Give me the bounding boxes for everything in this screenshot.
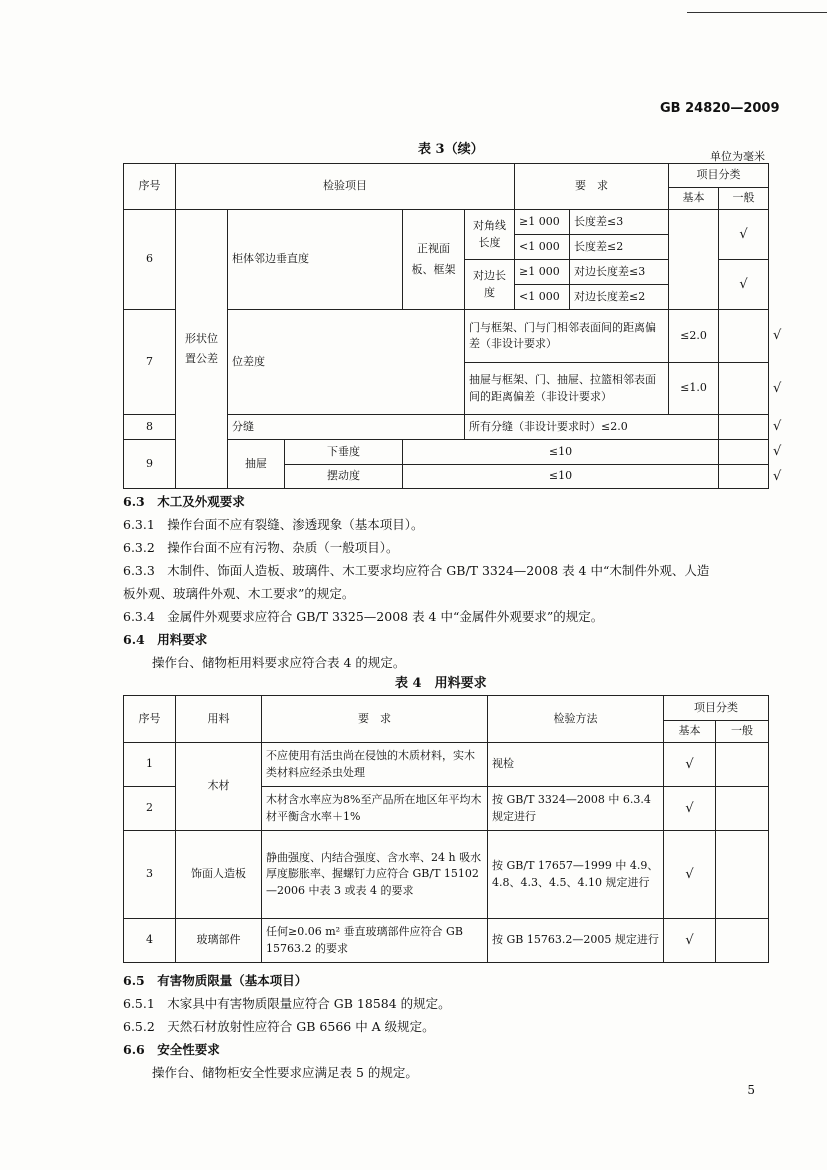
t4-th-no: 序号 (124, 696, 176, 743)
th-general: 一般 (719, 188, 769, 210)
t4-row2-req: 木材含水率应为8%至产品所在地区年平均木材平衡含水率＋1% (262, 787, 488, 831)
section-6-6-title: 6.6 安全性要求 (123, 1042, 220, 1057)
th-no: 序号 (124, 164, 176, 210)
para-6-3-2: 6.3.2 操作台面不应有污物、杂质（一般项目）。 (123, 540, 399, 555)
para-6-3-1: 6.3.1 操作台面不应有裂缝、渗透现象（基本项目）。 (123, 517, 424, 532)
para-6-6: 操作台、储物柜安全性要求应满足表 5 的规定。 (152, 1065, 418, 1080)
t4-row4-method: 按 GB 15763.2—2005 规定进行 (488, 919, 664, 963)
t4-row2-no: 2 (124, 787, 176, 831)
row6-basic (669, 210, 719, 310)
t4-row3-mat: 饰面人造板 (176, 831, 262, 919)
group-label: 形状位置公差 (176, 210, 228, 489)
t4-row4-req: 任何≥0.06 m² 垂直玻璃部件应符合 GB 15763.2 的要求 (262, 919, 488, 963)
t4-wood: 木材 (176, 743, 262, 831)
t4-th-req: 要 求 (262, 696, 488, 743)
row6-name: 柜体邻边垂直度 (228, 210, 403, 310)
row6-side-a: ≥1 000 (515, 260, 570, 285)
row7-no: 7 (124, 310, 176, 415)
para-6-4: 操作台、储物柜用料要求应符合表 4 的规定。 (152, 655, 406, 670)
row6-check-2: √ (719, 260, 769, 310)
t4-row3-req: 静曲强度、内结合强度、含水率、24 h 吸水厚度膨胀率、握螺钉力应符合 GB/T 15102—2006 中表 3 或表 4 的要求 (262, 831, 488, 919)
t4-th-general: 一般 (716, 721, 769, 743)
top-rule (687, 12, 827, 13)
t4-row4-check: √ (664, 919, 716, 963)
row6-part: 正视面板、框架 (403, 210, 465, 310)
table4-caption: 表 4 用料要求 (395, 676, 487, 691)
para-6-3-3b: 板外观、玻璃件外观、木工要求”的规定。 (123, 586, 355, 601)
th-basic: 基本 (669, 188, 719, 210)
row6-check-1: √ (719, 210, 769, 260)
t4-th-basic: 基本 (664, 721, 716, 743)
t4-row2-method: 按 GB/T 3324—2008 中 6.3.4 规定进行 (488, 787, 664, 831)
row6-side-b: <1 000 (515, 285, 570, 310)
t4-row1-general (716, 743, 769, 787)
t4-row3-method: 按 GB/T 17657—1999 中 4.9、4.8、4.3、4.5、4.10 规定进行 (488, 831, 664, 919)
row6-diag-b: <1 000 (515, 235, 570, 260)
row9-basic-a (719, 440, 769, 465)
row7-val-a: ≤2.0 (669, 310, 719, 363)
row9-no: 9 (124, 440, 176, 489)
t4-th-mat: 用料 (176, 696, 262, 743)
t4-th-class: 项目分类 (664, 696, 769, 721)
th-class: 项目分类 (669, 164, 769, 188)
row9-basic-b (719, 464, 769, 489)
row9-b-val: ≤10 (403, 464, 719, 489)
row6-side-a-req: 对边长度差≤3 (570, 260, 669, 285)
table3-unit: 单位为毫米 (710, 150, 765, 163)
row6-diag: 对角线长度 (465, 210, 515, 260)
section-6-3-title: 6.3 木工及外观要求 (123, 494, 245, 509)
row8-name: 分缝 (228, 415, 465, 440)
t4-row4-mat: 玻璃部件 (176, 919, 262, 963)
row7-val-b: ≤1.0 (669, 363, 719, 415)
row6-no: 6 (124, 210, 176, 310)
table-4 (123, 695, 769, 963)
para-6-3-4: 6.3.4 金属件外观要求应符合 GB/T 3325—2008 表 4 中“金属件外观要求”的规定。 (123, 609, 604, 624)
row8-basic (719, 415, 769, 440)
row7-req-a: 门与框架、门与门相邻表面间的距离偏差（非设计要求） (465, 310, 669, 363)
t4-row4-general (716, 919, 769, 963)
row7-req-b: 抽屉与框架、门、抽屉、拉篮相邻表面间的距离偏差（非设计要求） (465, 363, 669, 415)
section-6-4-title: 6.4 用料要求 (123, 632, 208, 647)
row9-name-cell (228, 440, 403, 489)
t4-row2-general (716, 787, 769, 831)
row9-name: 抽屉 (228, 440, 285, 488)
t4-row4-no: 4 (124, 919, 176, 963)
t4-th-method: 检验方法 (488, 696, 664, 743)
table-3: 序号 检验项目 要 求 项目分类 基本 一般 6 形状位置公差 柜体邻边垂直度 正视面板、框架 对角线长度 ≥1 000 长度差≤3 √ <1 000 长度差≤2 对边长度 ≥1 000 对边长度差≤3 √ <1 000 对边长度差≤2 7 位差度 门与框架、门与门相邻表面间的距离偏差（非设计要求） ≤2.0 √ 抽屉与框架、门、抽屉、拉篮相邻表面间的距离偏差（非设计要求） ≤1.0 √ 8 分缝 所有分缝（非设计要求时）≤2.0 √ 9 抽屉 下垂度 摆动度 ≤10 √ ≤10 √ (123, 163, 769, 489)
t4-row3-general (716, 831, 769, 919)
t4-row3-check: √ (664, 831, 716, 919)
t4-row1-check: √ (664, 743, 716, 787)
row6-diag-a: ≥1 000 (515, 210, 570, 235)
t4-row1-method: 视检 (488, 743, 664, 787)
para-6-5-1: 6.5.1 木家具中有害物质限量应符合 GB 18584 的规定。 (123, 996, 451, 1011)
t4-row3-no: 3 (124, 831, 176, 919)
row7-basic-a (719, 310, 769, 363)
row6-side-b-req: 对边长度差≤2 (570, 285, 669, 310)
row6-side: 对边长度 (465, 260, 515, 310)
standard-number: GB 24820—2009 (660, 101, 780, 116)
th-item: 检验项目 (176, 164, 515, 210)
row8-no: 8 (124, 415, 176, 440)
table-row (124, 743, 769, 787)
para-6-5-2: 6.5.2 天然石材放射性应符合 GB 6566 中 A 级规定。 (123, 1019, 435, 1034)
table-row (124, 919, 769, 963)
para-6-3-3a: 6.3.3 木制件、饰面人造板、玻璃件、木工要求均应符合 GB/T 3324—2008 表 4 中“木制件外观、人造 (123, 563, 710, 578)
row6-diag-b-req: 长度差≤2 (570, 235, 669, 260)
page-number: 5 (747, 1083, 755, 1097)
t4-row1-req: 不应使用有活虫尚在侵蚀的木质材料，实木类材料应经杀虫处理 (262, 743, 488, 787)
row8-req: 所有分缝（非设计要求时）≤2.0 (465, 415, 719, 440)
table3-caption: 表 3（续） (418, 142, 484, 157)
table-row (124, 831, 769, 919)
row6-diag-a-req: 长度差≤3 (570, 210, 669, 235)
section-6-5-title: 6.5 有害物质限量（基本项目） (123, 973, 308, 988)
row7-name: 位差度 (228, 310, 465, 415)
th-req: 要 求 (515, 164, 669, 210)
row7-basic-b (719, 363, 769, 415)
t4-row1-no: 1 (124, 743, 176, 787)
row9-a: 下垂度 (285, 440, 402, 465)
row9-b: 摆动度 (327, 469, 360, 482)
row9-a-val: ≤10 (403, 440, 719, 465)
t4-row2-check: √ (664, 787, 716, 831)
